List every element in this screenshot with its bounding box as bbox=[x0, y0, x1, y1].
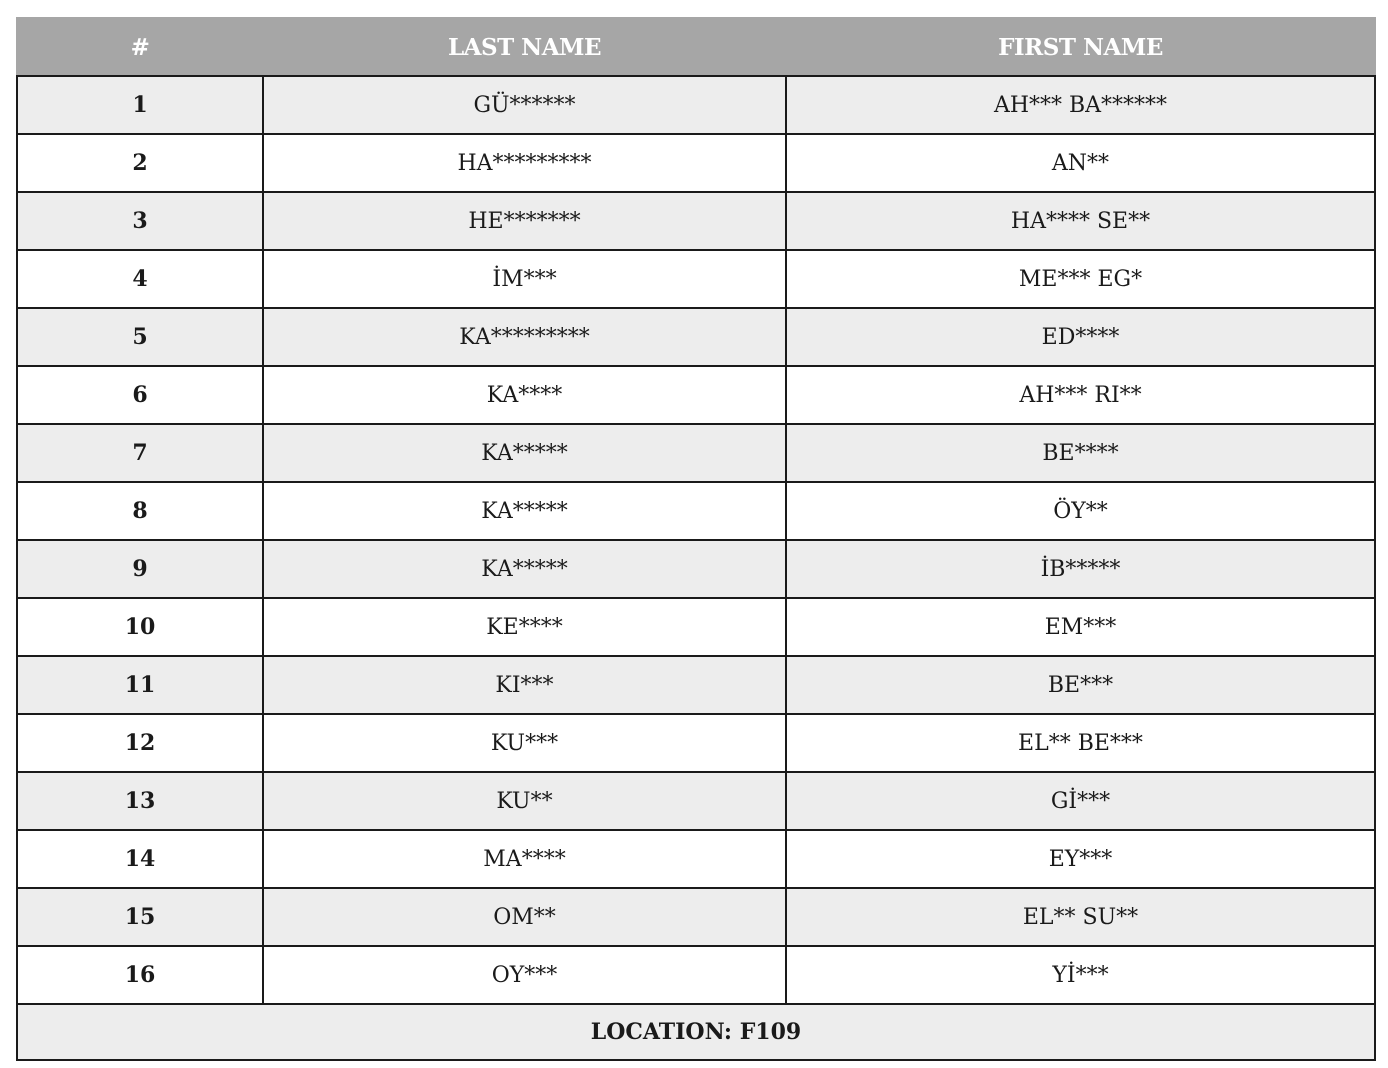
first-name-cell: ÖY** bbox=[786, 482, 1375, 540]
table-body bbox=[17, 76, 1375, 1004]
row-number-cell: 16 bbox=[17, 946, 263, 1004]
table-row bbox=[17, 772, 1375, 830]
row-number-cell: 2 bbox=[17, 134, 263, 192]
row-number-cell: 4 bbox=[17, 250, 263, 308]
first-name-cell: Yİ*** bbox=[786, 946, 1375, 1004]
last-name-cell: KU*** bbox=[263, 714, 786, 772]
table-row bbox=[17, 888, 1375, 946]
table-row bbox=[17, 424, 1375, 482]
last-name-cell: KE**** bbox=[263, 598, 786, 656]
first-name-cell: AH*** RI** bbox=[786, 366, 1375, 424]
first-name-cell: BE*** bbox=[786, 656, 1375, 714]
last-name-cell: HA********* bbox=[263, 134, 786, 192]
column-header-first-name: FIRST NAME bbox=[786, 18, 1375, 76]
first-name-cell: EL** BE*** bbox=[786, 714, 1375, 772]
last-name-cell: KA***** bbox=[263, 540, 786, 598]
last-name-cell: KA***** bbox=[263, 482, 786, 540]
first-name-cell: EY*** bbox=[786, 830, 1375, 888]
row-number-cell: 1 bbox=[17, 76, 263, 134]
row-number-cell: 14 bbox=[17, 830, 263, 888]
last-name-cell: KA********* bbox=[263, 308, 786, 366]
table-row bbox=[17, 366, 1375, 424]
column-header-number: # bbox=[17, 18, 263, 76]
table-row bbox=[17, 76, 1375, 134]
row-number-cell: 15 bbox=[17, 888, 263, 946]
last-name-cell: KI*** bbox=[263, 656, 786, 714]
last-name-cell: GÜ****** bbox=[263, 76, 786, 134]
location-label: LOCATION: F109 bbox=[17, 1004, 1375, 1060]
last-name-cell: MA**** bbox=[263, 830, 786, 888]
table-row bbox=[17, 482, 1375, 540]
roster-table bbox=[16, 17, 1376, 1061]
row-number-cell: 5 bbox=[17, 308, 263, 366]
row-number-cell: 12 bbox=[17, 714, 263, 772]
table-header bbox=[17, 18, 1375, 76]
last-name-cell: KU** bbox=[263, 772, 786, 830]
first-name-cell: HA**** SE** bbox=[786, 192, 1375, 250]
first-name-cell: İB***** bbox=[786, 540, 1375, 598]
row-number-cell: 8 bbox=[17, 482, 263, 540]
table-row bbox=[17, 946, 1375, 1004]
table-row bbox=[17, 134, 1375, 192]
table-row bbox=[17, 308, 1375, 366]
row-number-cell: 11 bbox=[17, 656, 263, 714]
last-name-cell: OM** bbox=[263, 888, 786, 946]
first-name-cell: BE**** bbox=[786, 424, 1375, 482]
first-name-cell: AH*** BA****** bbox=[786, 76, 1375, 134]
first-name-cell: Gİ*** bbox=[786, 772, 1375, 830]
row-number-cell: 6 bbox=[17, 366, 263, 424]
table-row bbox=[17, 714, 1375, 772]
table-row bbox=[17, 598, 1375, 656]
row-number-cell: 9 bbox=[17, 540, 263, 598]
table-row bbox=[17, 656, 1375, 714]
column-header-last-name: LAST NAME bbox=[263, 18, 786, 76]
last-name-cell: OY*** bbox=[263, 946, 786, 1004]
table-row bbox=[17, 192, 1375, 250]
first-name-cell: ME*** EG* bbox=[786, 250, 1375, 308]
table-row bbox=[17, 830, 1375, 888]
header-row bbox=[17, 18, 1375, 76]
last-name-cell: KA**** bbox=[263, 366, 786, 424]
last-name-cell: KA***** bbox=[263, 424, 786, 482]
row-number-cell: 3 bbox=[17, 192, 263, 250]
row-number-cell: 10 bbox=[17, 598, 263, 656]
last-name-cell: İM*** bbox=[263, 250, 786, 308]
row-number-cell: 7 bbox=[17, 424, 263, 482]
last-name-cell: HE******* bbox=[263, 192, 786, 250]
first-name-cell: ED**** bbox=[786, 308, 1375, 366]
footer-row bbox=[17, 1004, 1375, 1060]
table-row bbox=[17, 250, 1375, 308]
first-name-cell: EL** SU** bbox=[786, 888, 1375, 946]
first-name-cell: EM*** bbox=[786, 598, 1375, 656]
table-footer bbox=[17, 1004, 1375, 1060]
table-row bbox=[17, 540, 1375, 598]
row-number-cell: 13 bbox=[17, 772, 263, 830]
first-name-cell: AN** bbox=[786, 134, 1375, 192]
